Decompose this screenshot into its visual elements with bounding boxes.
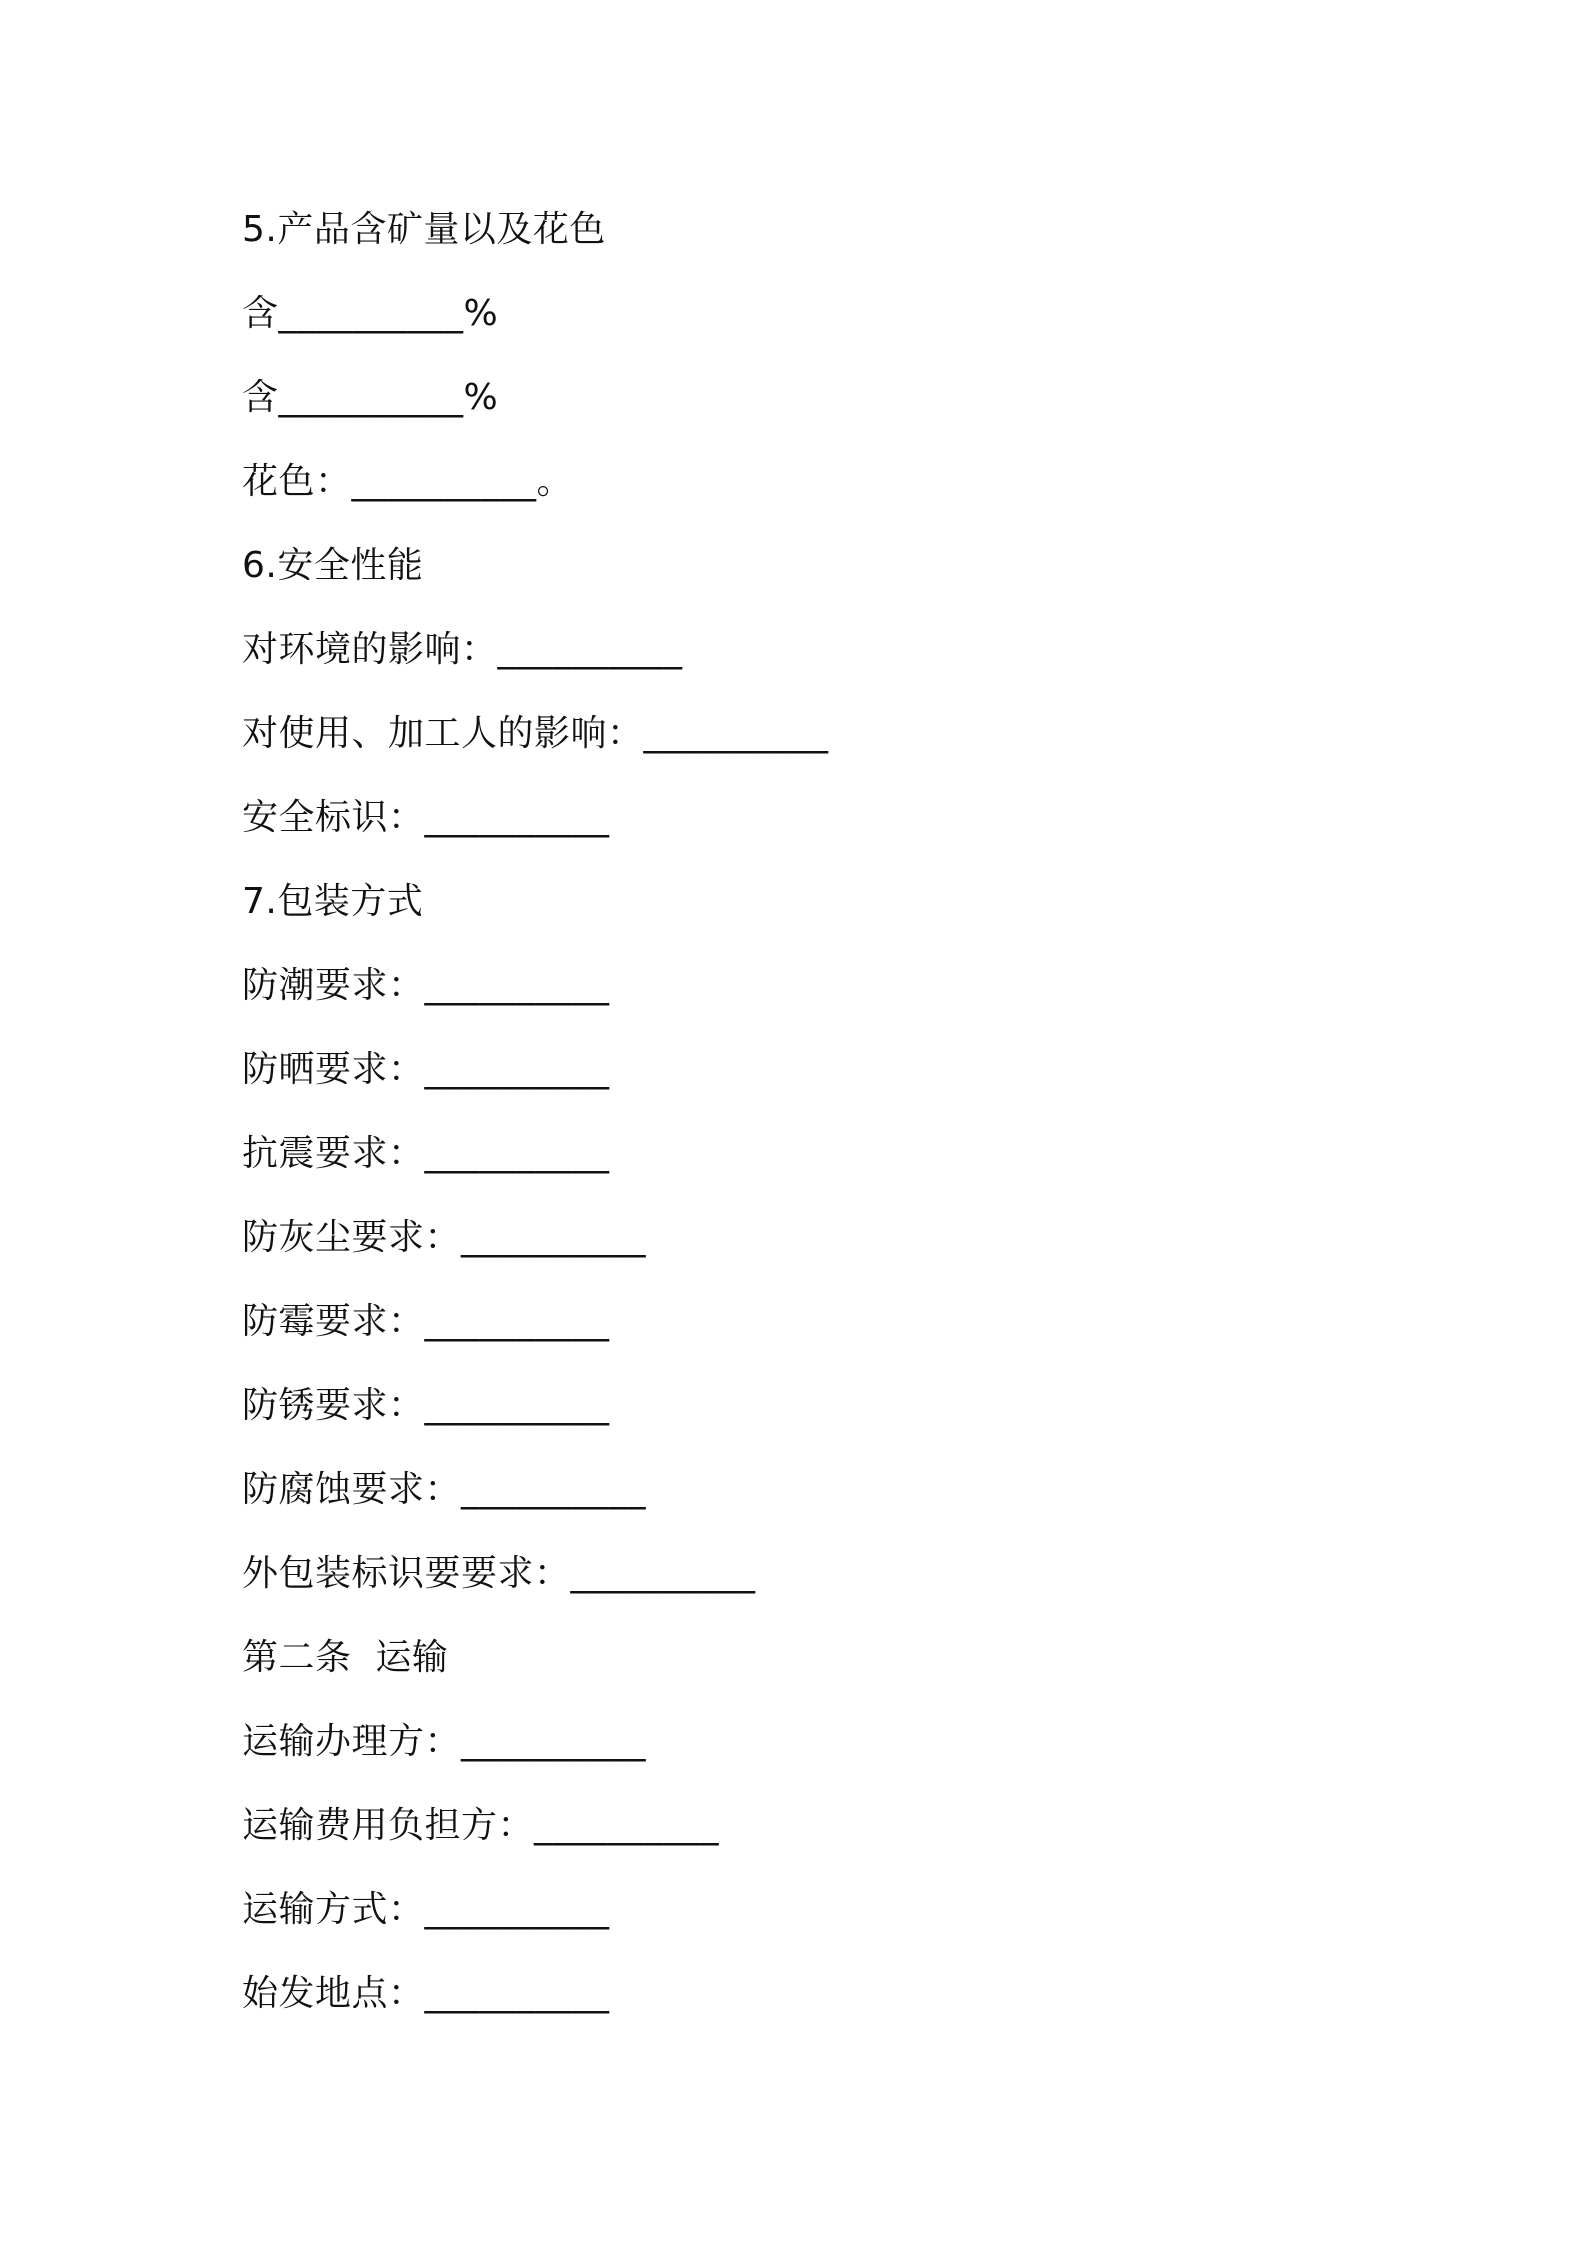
section-heading-packaging-method: 7.包装方式 — [242, 881, 424, 922]
dust-protection-line: 防灰尘要求：__________ — [242, 1217, 647, 1258]
shock-resistance-line: 抗震要求：__________ — [242, 1133, 610, 1174]
section-heading-ore-content-and-color: 5.产品含矿量以及花色 — [242, 209, 606, 250]
transport-method-line: 运输方式：__________ — [242, 1889, 610, 1930]
user-processor-impact-line: 对使用、加工人的影响：__________ — [242, 713, 829, 754]
rust-protection-line: 防锈要求：__________ — [242, 1385, 610, 1426]
sun-protection-line: 防晒要求：__________ — [242, 1049, 610, 1090]
safety-label-line: 安全标识：__________ — [242, 797, 610, 838]
outer-package-label-line: 外包装标识要要求：__________ — [242, 1553, 756, 1594]
moisture-protection-line: 防潮要求：__________ — [242, 965, 610, 1006]
ore-content-line-2: 含__________% — [242, 377, 499, 418]
departure-location-line: 始发地点：__________ — [242, 1973, 610, 2014]
article-two-heading: 第二条 运输 — [242, 1637, 449, 1678]
transport-handler-line: 运输办理方：__________ — [242, 1721, 647, 1762]
mold-protection-line: 防霉要求：__________ — [242, 1301, 610, 1342]
ore-content-line-1: 含__________% — [242, 293, 499, 334]
transport-cost-bearer-line: 运输费用负担方：__________ — [242, 1805, 720, 1846]
environmental-impact-line: 对环境的影响：__________ — [242, 629, 683, 670]
corrosion-protection-line: 防腐蚀要求：__________ — [242, 1469, 647, 1510]
color-line: 花色：__________。 — [242, 461, 574, 502]
section-heading-safety-performance: 6.安全性能 — [242, 545, 424, 586]
document-body — [242, 202, 1392, 2050]
